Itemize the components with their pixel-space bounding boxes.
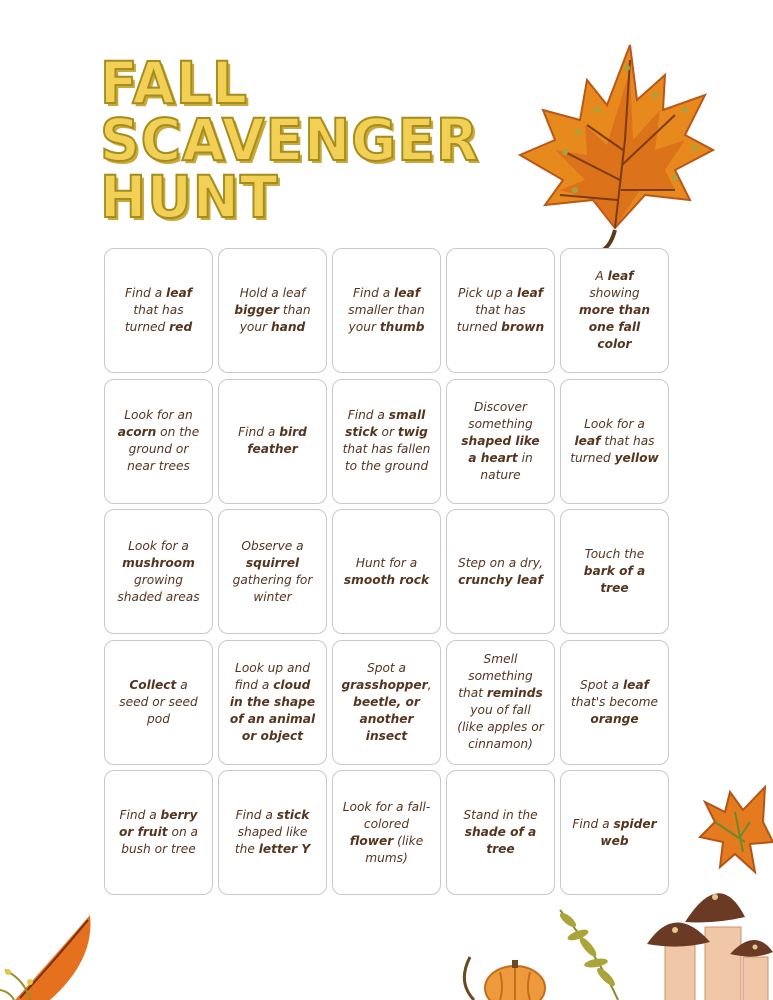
cell-text-part: showing	[589, 286, 640, 300]
cell-text-bold: bigger	[234, 303, 280, 317]
cell-text	[456, 399, 545, 484]
grid-cell[interactable]	[218, 640, 327, 765]
cell-text	[228, 807, 317, 858]
branch-icon	[452, 952, 482, 1000]
cell-text-part: (like mums)	[365, 833, 424, 865]
cell-text-bold: leaf	[394, 286, 421, 300]
cell-text-part: on the ground or near trees	[127, 425, 200, 473]
cell-text-part: on a bush or tree	[121, 825, 199, 856]
cell-text-part: Touch the	[584, 547, 645, 561]
cell-text-bold: leaf	[607, 269, 634, 283]
cell-text-part: that has fallen to the ground	[342, 442, 431, 473]
cell-text-part: Look up and find a	[234, 660, 310, 692]
title-line-3: HUNT	[100, 163, 279, 231]
grid-cell[interactable]	[560, 509, 669, 634]
cell-text-bold: Collect	[129, 677, 177, 692]
grid-cell[interactable]	[332, 379, 441, 504]
cell-text-part: Spot a	[366, 660, 407, 675]
grid-cell[interactable]	[446, 640, 555, 765]
cell-text-bold: shade of a tree	[464, 825, 537, 856]
grid-cell[interactable]	[332, 770, 441, 895]
cell-text-bold: acorn	[117, 425, 157, 439]
cell-text-bold: brown	[501, 320, 545, 334]
cell-text-part: than your	[239, 303, 311, 334]
cell-text-bold: grasshopper	[341, 677, 428, 692]
page-title	[100, 49, 499, 231]
grid-cell[interactable]	[104, 770, 213, 895]
cell-text-part: gathering for winter	[232, 572, 313, 604]
cell-text-part: Find a	[347, 408, 389, 422]
cell-text	[114, 407, 203, 475]
cell-text	[570, 677, 659, 728]
cell-text-bold: leaf	[622, 677, 649, 692]
cell-text	[456, 555, 545, 589]
grid-cell[interactable]	[560, 379, 669, 504]
title-line-2: SCAVENGER	[100, 106, 480, 174]
cell-text-part: Step on a dry,	[458, 555, 543, 570]
cell-text-part: A	[595, 269, 608, 283]
grid-cell[interactable]	[104, 509, 213, 634]
cell-text-bold: more than one fall color	[579, 303, 650, 351]
grid-cell[interactable]	[332, 509, 441, 634]
cell-text-part: Pick up a	[457, 286, 518, 300]
cell-text	[342, 285, 431, 336]
cell-text-bold: small stick	[345, 408, 426, 439]
cell-text-part: Find a	[119, 808, 161, 822]
pumpkin-icon	[480, 958, 550, 1000]
cell-text-bold: mushroom	[122, 555, 195, 570]
cell-text-part: in nature	[480, 450, 533, 482]
cell-text-part: Find a	[235, 808, 277, 822]
cell-text	[114, 285, 203, 336]
cell-text	[342, 799, 431, 867]
cell-text-bold: cloud in the shape of an animal or object	[229, 677, 316, 743]
cell-text-bold: orange	[590, 711, 639, 726]
cell-text-part: Hold a leaf	[239, 286, 306, 300]
cell-text-part: Look for a	[584, 416, 645, 431]
orange-leaf-icon	[0, 910, 100, 1000]
cell-text-part: that's become	[570, 694, 659, 709]
grid-cell[interactable]	[218, 379, 327, 504]
cell-text-bold: stick	[276, 808, 310, 822]
cell-text-bold: flower	[349, 833, 394, 848]
grid-cell[interactable]	[332, 248, 441, 373]
maple-leaf-icon	[515, 40, 715, 252]
cell-text	[341, 660, 431, 745]
cell-text	[570, 416, 659, 467]
cell-text	[456, 651, 545, 753]
grid-cell[interactable]	[332, 640, 441, 765]
grid-cell[interactable]	[104, 379, 213, 504]
cell-text	[456, 807, 545, 858]
cell-text-part: Find a	[572, 816, 614, 831]
cell-text-part: ,	[427, 677, 432, 692]
grid-cell[interactable]	[104, 248, 213, 373]
grid-cell[interactable]	[560, 640, 669, 765]
cell-text-part: smaller than your	[348, 303, 425, 334]
cell-text-part: Look for an	[124, 408, 193, 422]
cell-text-part: growing shaded areas	[117, 572, 200, 604]
cell-text-bold: bark of a tree	[583, 564, 646, 595]
cell-text-part: or	[377, 425, 398, 439]
scavenger-grid	[104, 248, 669, 896]
cell-text-part: Spot a	[580, 677, 623, 692]
cell-text	[228, 660, 317, 745]
cell-text-part: a seed or seed pod	[119, 677, 198, 726]
cell-text-bold: leaf	[166, 286, 193, 300]
cell-text-bold: spider web	[600, 816, 657, 848]
cell-text	[456, 285, 545, 336]
cell-text-part: Look for a	[128, 538, 189, 553]
grid-cell[interactable]	[446, 248, 555, 373]
cell-text-bold: letter Y	[258, 842, 311, 856]
cell-text-bold: leaf	[574, 433, 601, 448]
grid-cell[interactable]	[446, 770, 555, 895]
cell-text-bold: smooth rock	[343, 572, 430, 587]
cell-text-part: shaped like the	[234, 825, 308, 856]
cell-text-bold: beetle, or another insect	[353, 694, 420, 743]
cell-text-part: Stand in the	[463, 808, 538, 822]
grid-cell[interactable]	[104, 640, 213, 765]
grid-cell[interactable]	[446, 509, 555, 634]
cell-text-bold: crunchy leaf	[458, 572, 543, 587]
cell-text	[570, 268, 659, 353]
grid-cell[interactable]	[218, 248, 327, 373]
cell-text	[114, 538, 203, 606]
cell-text-bold: yellow	[614, 450, 659, 465]
grid-cell[interactable]	[446, 379, 555, 504]
cell-text-part: Find a	[124, 286, 167, 300]
cell-text	[570, 546, 659, 597]
cell-text	[228, 424, 317, 458]
cell-text	[228, 538, 317, 606]
fern-icon	[548, 905, 643, 1000]
cell-text-part: Smell something that	[458, 652, 533, 700]
cell-text-part: Look for a fall-colored	[342, 799, 431, 831]
cell-text-part: that has turned	[570, 433, 655, 465]
cell-text-part: you of fall (like apples or cinnamon)	[457, 703, 544, 751]
cell-text	[570, 816, 659, 850]
cell-text-bold: thumb	[379, 320, 425, 334]
cell-text-bold: red	[169, 320, 193, 334]
cell-text-bold: twig	[397, 425, 428, 439]
cell-text-bold: hand	[270, 320, 306, 334]
grid-cell[interactable]	[218, 770, 327, 895]
cell-text	[114, 807, 203, 858]
cell-text-part: Observe a	[241, 538, 304, 553]
cell-text	[342, 555, 431, 589]
cell-text-bold: squirrel	[245, 555, 300, 570]
cell-text-part: that has turned	[456, 303, 526, 334]
cell-text-part: Find a	[238, 425, 280, 439]
cell-text-part: Discover something	[468, 399, 533, 431]
cell-text-bold: bird feather	[247, 425, 307, 456]
cell-text	[342, 407, 431, 475]
title-line-1: FALL	[100, 49, 248, 117]
cell-text-bold: reminds	[486, 686, 543, 700]
orange-leaf-icon	[695, 782, 773, 878]
cell-text-bold: berry or fruit	[118, 808, 198, 839]
cell-text-part: Find a	[352, 286, 395, 300]
cell-text-part: that has turned	[124, 303, 184, 334]
cell-text	[228, 285, 317, 336]
cell-text-bold: shaped like a heart	[461, 433, 540, 465]
grid-cell[interactable]	[560, 770, 669, 895]
grid-cell[interactable]	[560, 248, 669, 373]
grid-cell[interactable]	[218, 509, 327, 634]
cell-text	[114, 677, 203, 728]
cell-text-bold: leaf	[517, 286, 544, 300]
cell-text-part: Hunt for a	[355, 555, 418, 570]
